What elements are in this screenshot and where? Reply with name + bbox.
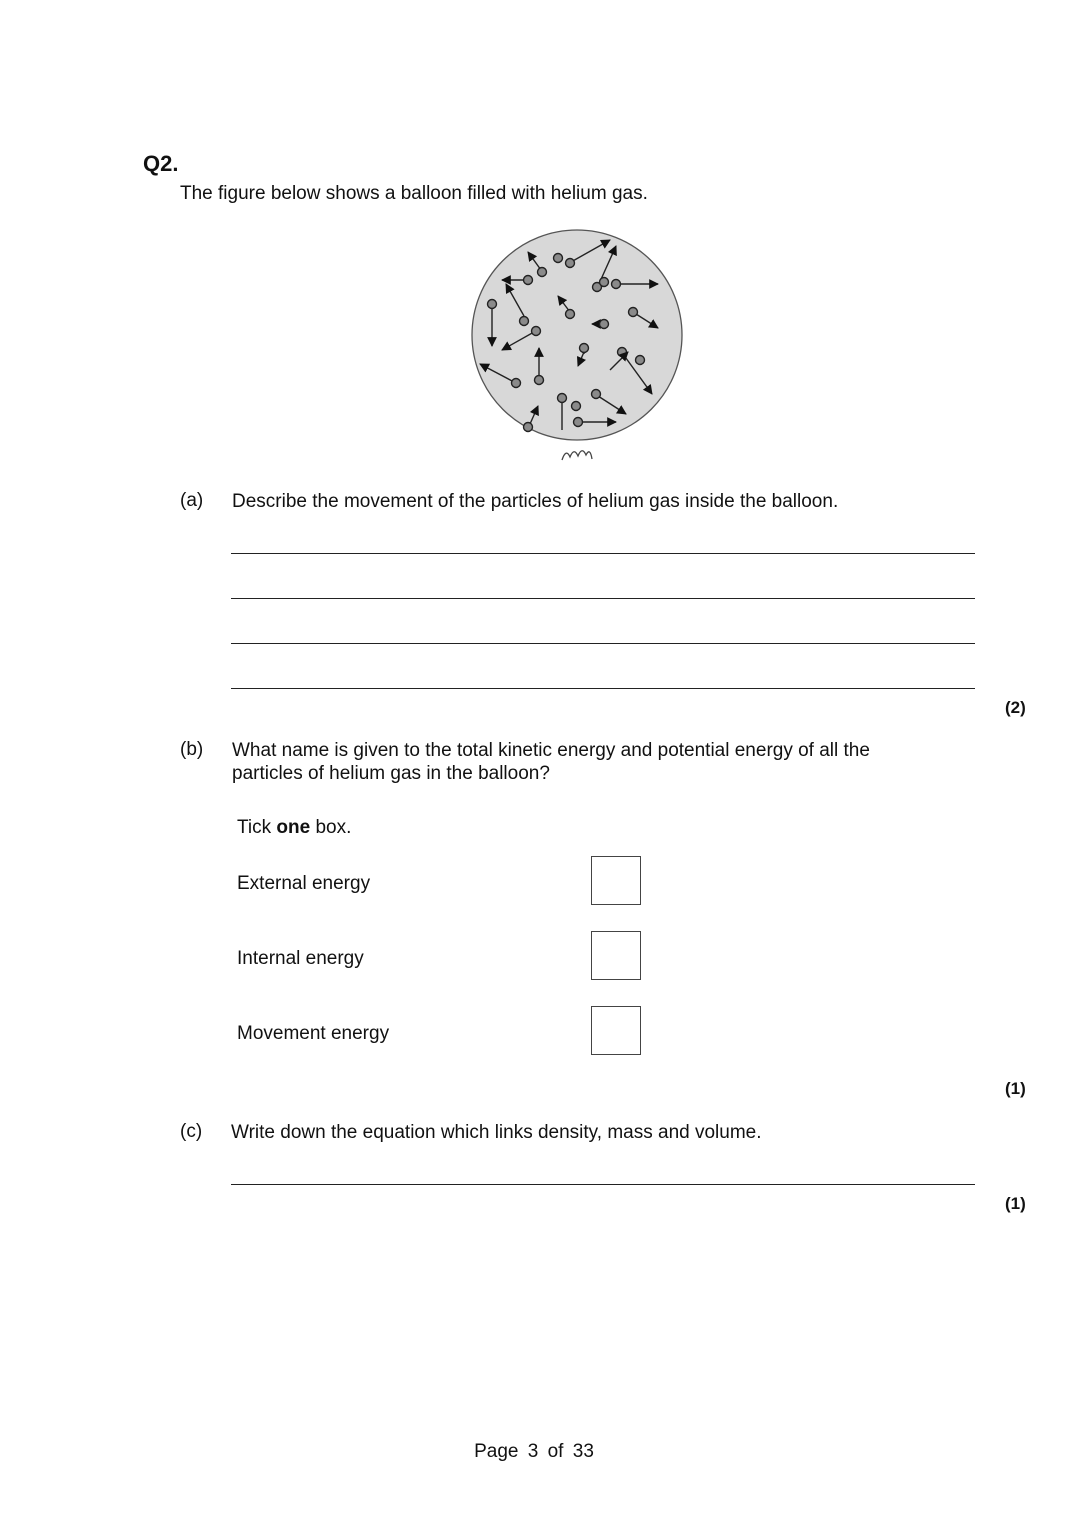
particle <box>554 254 563 263</box>
part-a-question: Describe the movement of the particles of helium gas inside the balloon. <box>232 491 839 512</box>
page-footer <box>0 1441 1068 1463</box>
part-a-marks: (2) <box>1005 698 1026 717</box>
particle <box>572 402 581 411</box>
part-b-question-line-1: What name is given to the total kinetic energy and potential energy of all the <box>232 740 870 761</box>
footer-page-current: 3 <box>527 1441 539 1462</box>
tickbox-internal-energy[interactable] <box>591 931 641 980</box>
footer-page-word: Page <box>474 1441 519 1462</box>
option-movement-energy: Movement energy <box>237 1023 390 1044</box>
particle <box>600 278 609 287</box>
part-b-label: (b) <box>180 739 204 760</box>
part-c-marks: (1) <box>1005 1194 1026 1213</box>
footer-of-word: of <box>547 1441 564 1462</box>
option-external-energy: External energy <box>237 873 371 894</box>
tick-instruction-pre: Tick <box>237 817 277 838</box>
part-c-question: Write down the equation which links density, mass and volume. <box>231 1122 762 1143</box>
balloon-figure <box>466 224 688 470</box>
tick-instruction <box>237 816 351 839</box>
tickbox-external-energy[interactable] <box>591 856 641 905</box>
balloon-knot <box>562 451 592 460</box>
part-a-answer-line-4[interactable] <box>231 688 975 689</box>
question-number: Q2. <box>143 151 179 176</box>
part-b-marks: (1) <box>1005 1079 1026 1098</box>
footer-page-total: 33 <box>572 1441 594 1462</box>
part-a-label: (a) <box>180 490 204 511</box>
tick-instruction-bold: one <box>276 817 311 838</box>
tick-instruction-post: box. <box>310 817 352 838</box>
part-a-answer-line-3[interactable] <box>231 643 975 644</box>
part-c-label: (c) <box>180 1121 203 1142</box>
question-intro: The figure below shows a balloon filled with helium gas. <box>180 183 648 204</box>
tickbox-movement-energy[interactable] <box>591 1006 641 1055</box>
part-c-answer-line-1[interactable] <box>231 1184 975 1185</box>
part-b-question <box>232 739 870 785</box>
part-a-answer-line-1[interactable] <box>231 553 975 554</box>
part-b-question-line-2: particles of helium gas in the balloon? <box>232 763 550 784</box>
option-internal-energy: Internal energy <box>237 948 364 969</box>
part-a-answer-line-2[interactable] <box>231 598 975 599</box>
